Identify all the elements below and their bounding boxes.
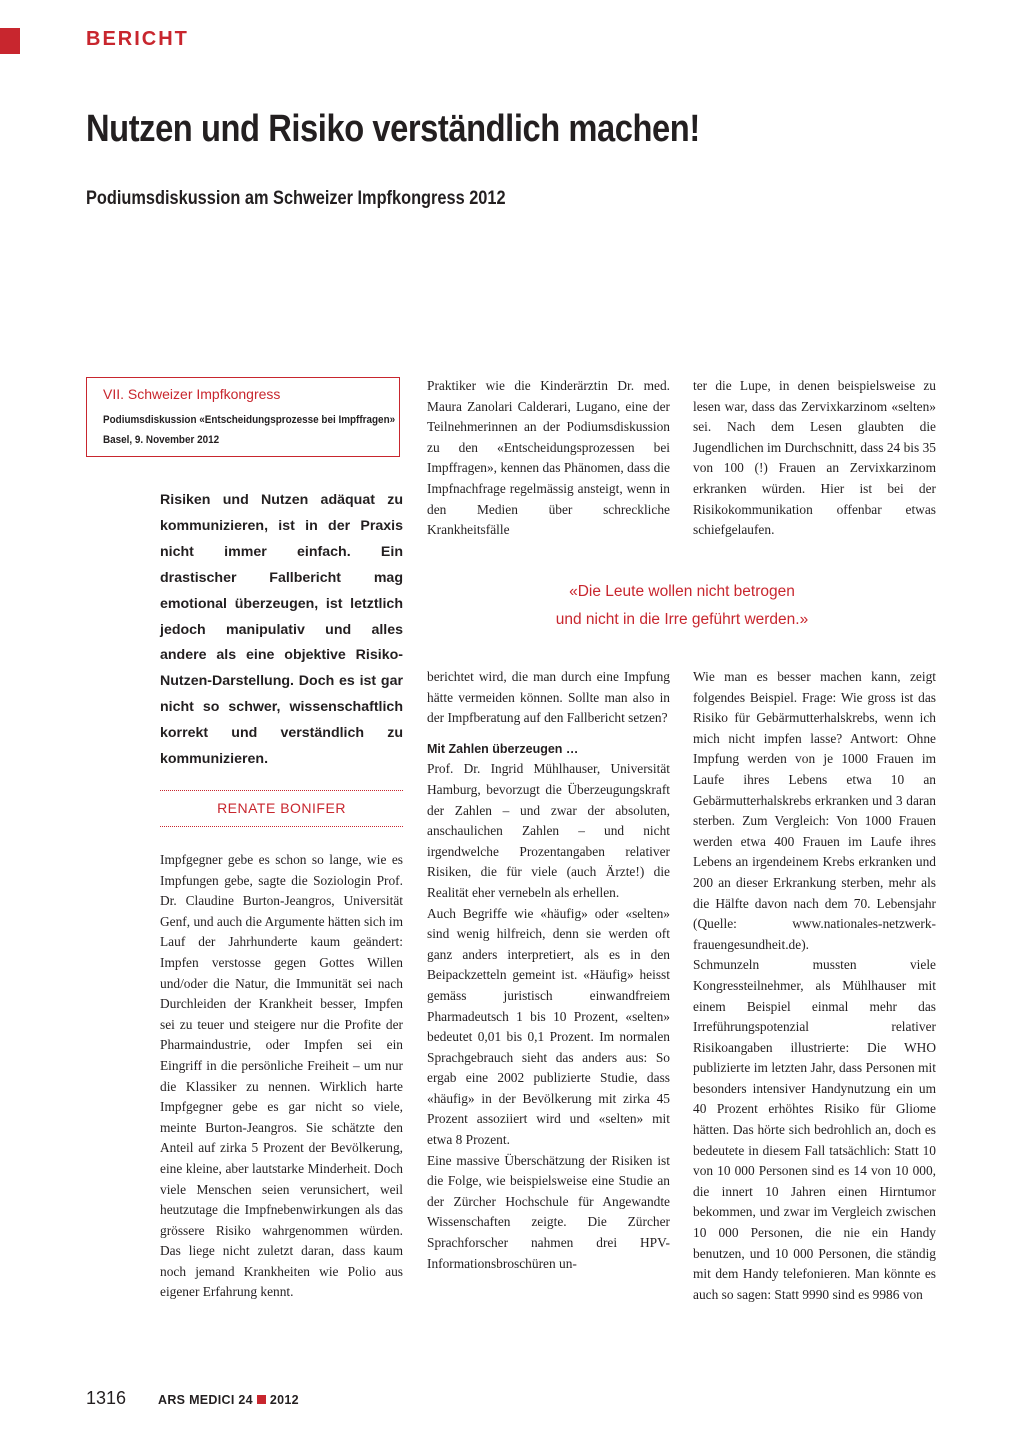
- author-divider-bottom: [160, 826, 403, 827]
- paragraph: Impfgegner gebe es schon so lange, wie es Impfungen gebe, sagte die Soziologin Prof. Dr. Claudine Burton-Jeangros, Universität Genf, und auch die Argumente hätten sich im Lauf der Jahrhunderte kaum geändert: Impfen verstosse gegen Gottes Willen und/oder die Natur, die Immunität sei nach Durchleiden der Krankheit besser, Impfen sei zu teuer und steigere nur die Profite der Pharmaindustrie, oder Impfen sei ein Eingriff in die persönliche Freiheit – um nur die Klassiker zu nennen. Wirklich harte Impfgegner gebe es gar nicht so viele, meinte Burton-Jeangros. Sie schätzte den Anteil auf zirka 5 Prozent der Bevölkerung, eine kleine, aber lautstarke Minderheit. Doch viele Menschen seien verunsichert, weil heutzutage die Impfnebenwirkungen als das grössere Risiko wahrgenommen würden. Das liege nicht zuletzt daran, dass kaum noch jemand Krankheiten wie Polio aus eigener Erfahrung kennt.: [160, 852, 403, 1300]
- page-number: 1316: [86, 1388, 127, 1408]
- pull-quote-line: «Die Leute wollen nicht betrogen: [569, 583, 795, 600]
- event-description: Podiumsdiskussion «Entscheidungsprozesse bei Impffragen»: [103, 414, 396, 426]
- page-subtitle: Podiumsdiskussion am Schweizer Impfkongress 2012: [86, 188, 506, 209]
- journal-name: ARS MEDICI 24: [158, 1393, 253, 1407]
- paragraph: Praktiker wie die Kinderärztin Dr. med. Maura Zanolari Calderari, Lugano, eine der Teilnehmerinnen an der Podiumsdiskussion zu den «Entscheidungsprozessen bei Impffragen», kennen das Phänomen, dass die Impfnachfrage regelmässig ansteigt, wenn in den Medien über schreckliche Krankheitsfälle: [427, 378, 670, 538]
- page-title: Nutzen und Risiko verständlich machen!: [86, 108, 700, 150]
- paragraph: berichtet wird, die man durch eine Impfung hätte vermeiden können. Sollte man also in der Impfberatung auf den Fallbericht setzen?: [427, 669, 670, 726]
- body-column-2-top: [427, 376, 670, 541]
- journal-year: 2012: [269, 1393, 299, 1407]
- paragraph: Wie man es besser machen kann, zeigt folgendes Beispiel. Frage: Wie gross ist das Risiko für Gebärmutterhalskrebs, wenn ich mich nicht impfen lasse? Antwort: Ohne Impfung werden von je 1000 Frauen im Laufe ihres Lebens etwa 10 an Gebärmutterhalskrebs erkranken und 3 daran sterben. Zum Vergleich: Von 1000 Frauen werden etwa 400 Frauen im Laufe ihres Lebens an irgendeinem Krebs erkranken und 200 an dieser Erkrankung sterben, mehr als die Hälfte davon nach dem 70. Lebensjahr (Quelle: www.nationales-netzwerk-frauengesundheit.de).: [693, 669, 936, 952]
- body-column-2-bottom: [427, 667, 670, 1274]
- pull-quote-line: und nicht in die Irre geführt werden.»: [555, 611, 809, 628]
- paragraph: Auch Begriffe wie «häufig» oder «selten» sind wenig hilfreich, denn sie werden oft ganz anders interpretiert, als es in den Beipackzetteln gemeint ist. «Häufig» heisst gemäss juristisch einwandfreiem Pharmadeutsch 1 bis 10 Prozent, «selten» bedeutet 0,01 bis 0,1 Prozent. Im normalen Sprachgebrauch sieht das anders aus: So ergab eine 2002 publizierte Studie, dass «häufig» in der Bevölkerung mit zirka 45 Prozent assoziiert wird und «selten» mit etwa 8 Prozent.: [427, 905, 670, 1148]
- event-title: VII. Schweizer Impfkongress: [103, 386, 281, 402]
- paragraph: ter die Lupe, in denen beispielsweise zu lesen war, dass das Zervixkarzinom «selten» sei. Nach dem Lesen glaubten die Jugendlichen im Durchschnitt, dass 24 bis 35 von 100 (!) Frauen an Zervixkarzinom erkranken würden. Hier ist bei der Risikokommunikation offenbar etwas schiefgelaufen.: [693, 378, 936, 538]
- event-date: Basel, 9. November 2012: [103, 434, 220, 446]
- paragraph: Schmunzeln mussten viele Kongressteilnehmer, als Mühlhauser mit einem Beispiel einmal mehr das Irreführungspotenzial relativer Risikoangaben illustrierte: Die WHO publizierte im letzten Jahr, dass Personen mit besonders intensiver Handynutzung ein um 40 Prozent erhöhtes Risiko für Gliome hätten. Das hörte sich bedrohlich an, doch es bedeutete in diesem Fall tatsächlich: Statt 10 von 10 000 Personen sind es 14 von 10 000, die innert 10 Jahren einen Hirntumor bekommen, und zwar im Vergleich zwischen 10 000 Personen, die nie ein Handy benutzen, und 10 000 Personen, die ständig mit dem Handy telefonieren. Man könnte es auch so sagen: Statt 9990 sind es 9986 von: [693, 957, 936, 1302]
- section-label: BERICHT: [86, 28, 189, 50]
- paragraph: Eine massive Überschätzung der Risiken ist die Folge, wie beispielsweise eine Studie an der Zürcher Hochschule für Angewandte Wissenschaften zeigte. Die Zürcher Sprachforscher nahmen drei HPV-Informationsbroschüren un-: [427, 1152, 670, 1271]
- author-divider-top: [160, 790, 403, 791]
- paragraph: Prof. Dr. Ingrid Mühlhauser, Universität Hamburg, bevorzugt die Überzeugungskraft der Zahlen – und zwar der absoluten, anschaulichen Zahlen – und nicht irgendwelche Prozentangaben relativer Risiken, die für viele (auch Ärzte!) die Realität eher vernebeln als erhellen.: [427, 761, 670, 900]
- body-column-3-bottom: [693, 667, 936, 1305]
- journal-footer: [158, 1393, 299, 1407]
- author-name: RENATE BONIFER: [217, 800, 346, 816]
- square-icon: [257, 1395, 266, 1404]
- subheading: Mit Zahlen überzeugen …: [427, 741, 579, 756]
- lead-paragraph: Risiken und Nutzen adäquat zu kommunizieren, ist in der Praxis nicht immer einfach. Ein drastischer Fallbericht mag emotional überzeugen, ist letztlich jedoch manipulativ und alles andere als eine objektive Risiko-Nutzen-Darstellung. Doch es ist gar nicht so schwer, wissenschaftlich korrekt und verständlich zu kommunizieren.: [160, 492, 403, 768]
- event-info-box: [86, 377, 400, 457]
- body-column-1: [160, 850, 403, 1303]
- section-marker: [0, 28, 20, 54]
- pull-quote: [427, 578, 937, 634]
- body-column-3-top: [693, 376, 936, 541]
